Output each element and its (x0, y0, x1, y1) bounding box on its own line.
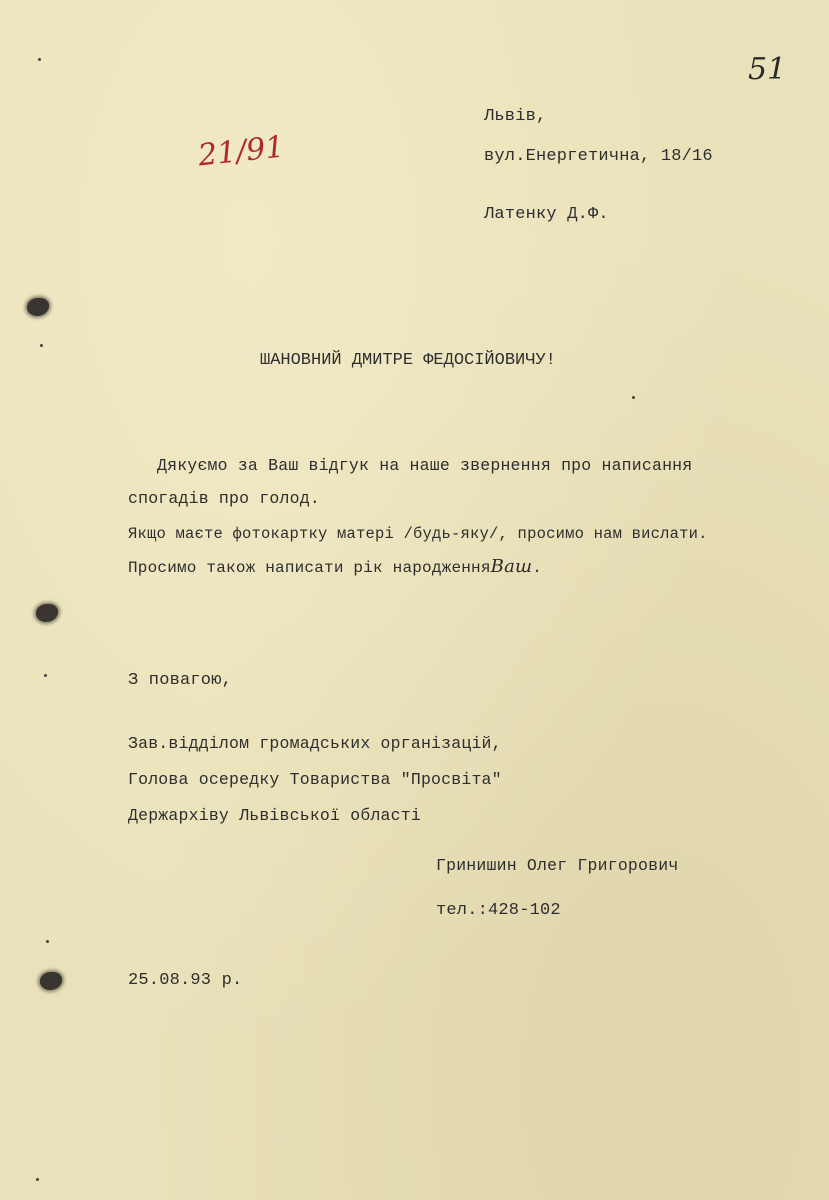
sender-phone: тел.:428-102 (436, 901, 561, 920)
sender-title-1: Зав.відділом громадських організацій, (128, 734, 502, 753)
address-city: Львів, (484, 107, 547, 126)
speck (38, 58, 41, 61)
body-line-1: Дякуємо за Ваш відгук на наше звернення про написання (157, 456, 693, 475)
salutation: ШАНОВНИЙ ДМИТРЕ ФЕДОСІЙОВИЧУ! (260, 351, 556, 370)
body-line-4-handwritten: Ваш (490, 556, 533, 577)
body-line-4-end: . (532, 559, 543, 577)
body-line-2: спогадів про голод. (128, 489, 320, 508)
binding-hole-top (27, 298, 49, 316)
binding-hole-bottom (40, 972, 62, 990)
reference-number-handwritten: 21/91 (196, 129, 287, 174)
body-line-4-typed: Просимо також написати рік народження (128, 559, 491, 577)
speck (36, 1178, 39, 1181)
body-line-3: Якщо маєте фотокартку матері /будь-яку/, просимо нам вислати. (128, 525, 708, 543)
sender-name: Гринишин Олег Григорович (436, 856, 679, 875)
page-number-handwritten: 51 (748, 52, 787, 87)
speck (40, 344, 43, 347)
closing: З повагою, (128, 671, 233, 690)
speck (44, 674, 47, 677)
body-line-4 (128, 558, 542, 576)
sender-title-2: Голова осередку Товариства "Просвіта" (128, 770, 502, 789)
letter-date: 25.08.93 р. (128, 971, 243, 990)
address-recipient: Латенку Д.Ф. (484, 205, 609, 224)
address-street: вул.Енергетична, 18/16 (484, 147, 713, 166)
sender-title-3: Держархіву Львівської області (128, 806, 421, 825)
speck (46, 940, 49, 943)
binding-hole-middle (36, 604, 58, 622)
speck (632, 396, 635, 399)
